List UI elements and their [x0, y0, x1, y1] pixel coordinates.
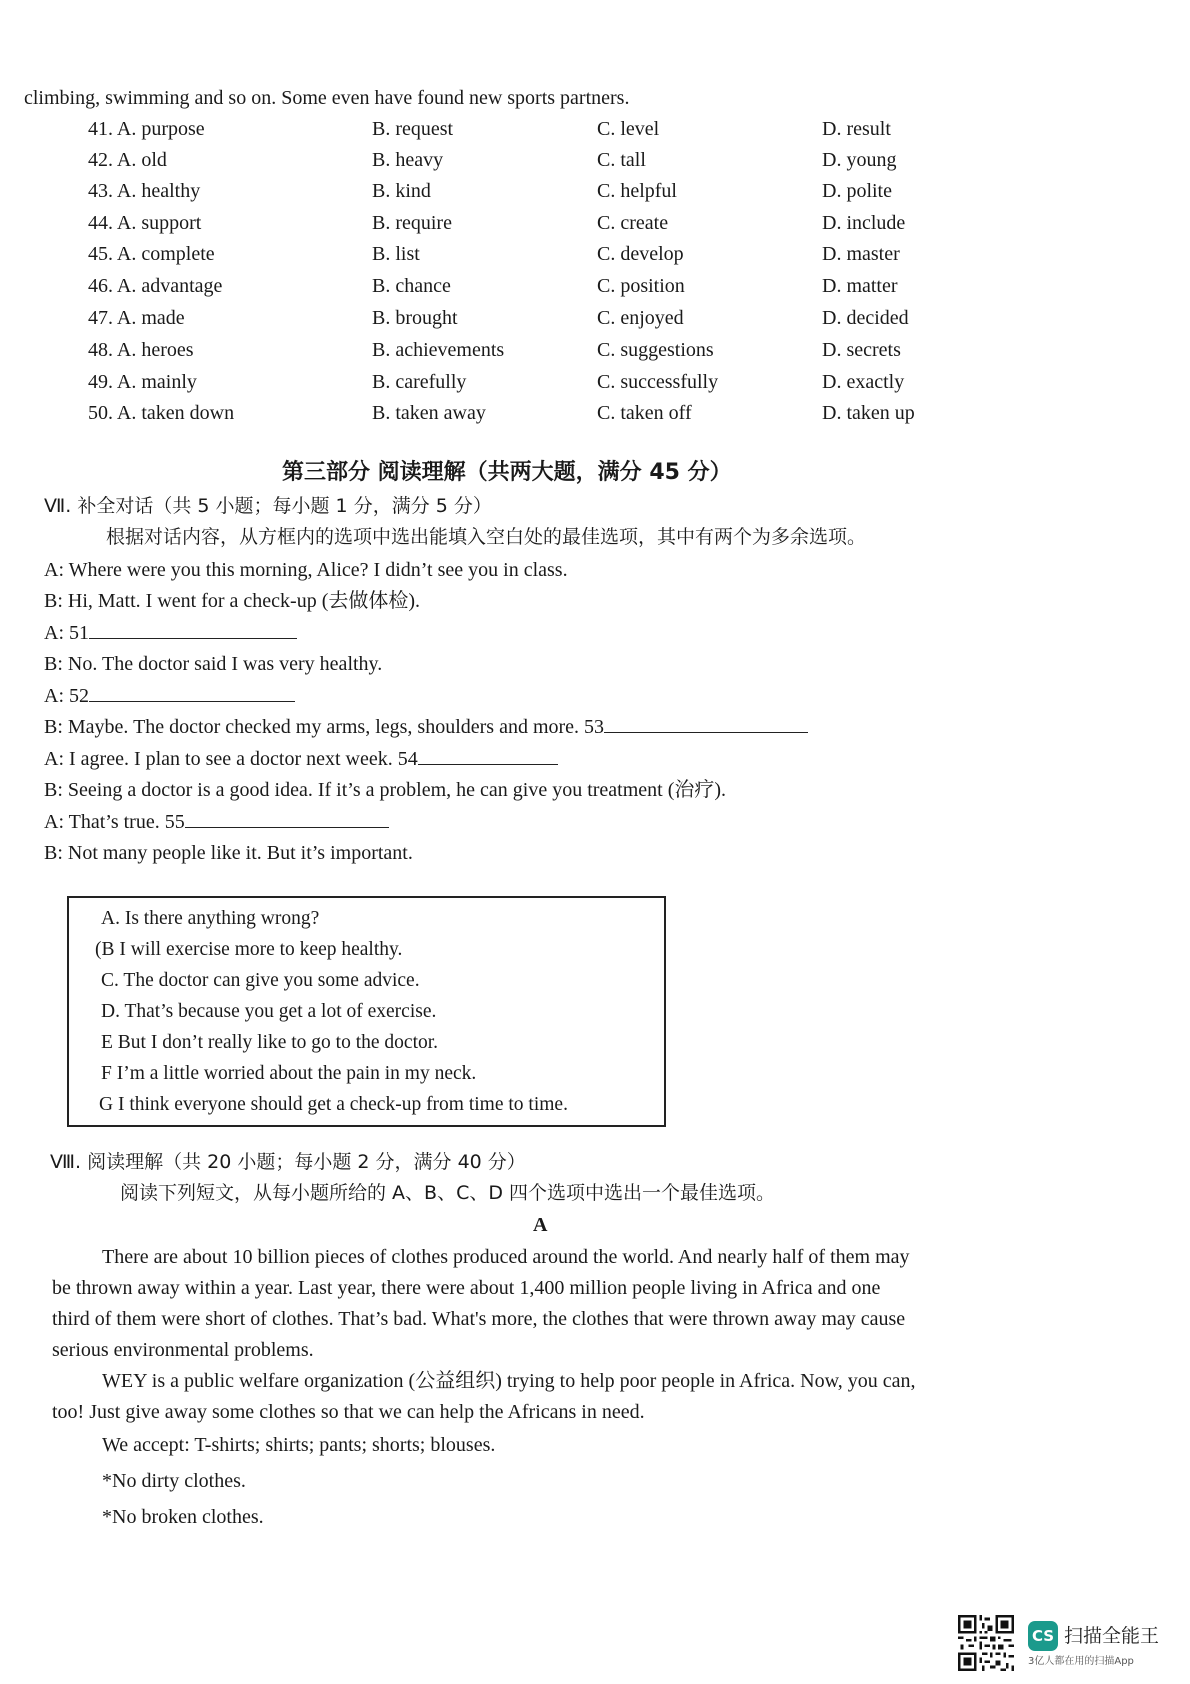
mc-option-d: D. polite: [822, 180, 892, 202]
section8-title: Ⅷ. 阅读理解（共 20 小题；每小题 2 分，满分 40 分）: [50, 1151, 526, 1173]
mc-option-d: D. young: [822, 149, 897, 171]
dialogue-text: A: 51: [44, 622, 89, 644]
mc-option-b: B. kind: [372, 180, 431, 202]
mc-option-a: 50. A. taken down: [88, 402, 235, 424]
mc-option-b: B. brought: [372, 307, 458, 329]
watermark-slogan: 3亿人都在用的扫描App: [1028, 1656, 1134, 1667]
mc-option-c: C. create: [597, 212, 669, 234]
dialogue-line: B: Seeing a doctor is a good idea. If it’s a problem, he can give you treatment (治疗).: [44, 779, 727, 801]
mc-option-a: 43. A. healthy: [88, 180, 201, 202]
answer-blank-55[interactable]: [185, 809, 389, 828]
passage-line: We accept: T-shirts; shirts; pants; shorts; blouses.: [102, 1434, 496, 1456]
options-box: [67, 896, 666, 1127]
mc-option-b: B. taken away: [372, 402, 486, 424]
mc-option-a: 48. A. heroes: [88, 339, 194, 361]
dialogue-line: B: Hi, Matt. I went for a check-up (去做体检).: [44, 590, 421, 612]
mc-option-b: B. heavy: [372, 149, 444, 171]
mc-option-b: B. chance: [372, 275, 451, 297]
watermark-app-name: 扫描全能王: [1064, 1625, 1160, 1647]
mc-option-a: 44. A. support: [88, 212, 202, 234]
mc-option-d: D. exactly: [822, 371, 905, 393]
passage-line: third of them were short of clothes. That’s bad. What's more, the clothes that were thrown away may cause: [52, 1308, 906, 1330]
dialogue-line: [44, 809, 389, 835]
section7-title: Ⅶ. 补全对话（共 5 小题；每小题 1 分，满分 5 分）: [44, 495, 492, 517]
mc-option-c: C. level: [597, 118, 660, 140]
dialogue-line: A: Where were you this morning, Alice? I didn’t see you in class.: [44, 559, 568, 581]
mc-option-b: B. achievements: [372, 339, 505, 361]
passage-line: *No broken clothes.: [102, 1506, 264, 1528]
mc-option-a: 42. A. old: [88, 149, 167, 171]
mc-option-b: B. request: [372, 118, 454, 140]
box-option: A. Is there anything wrong?: [101, 908, 320, 929]
mc-option-d: D. taken up: [822, 402, 915, 424]
passage-label: A: [533, 1214, 548, 1236]
dialogue-line: [44, 746, 558, 772]
passage-line: serious environmental problems.: [52, 1339, 314, 1361]
box-option: D. That’s because you get a lot of exercise.: [101, 1001, 437, 1022]
mc-option-d: D. result: [822, 118, 891, 140]
mc-option-d: D. decided: [822, 307, 909, 329]
mc-option-a: 49. A. mainly: [88, 371, 197, 393]
answer-blank-52[interactable]: [89, 683, 295, 702]
mc-option-d: D. include: [822, 212, 906, 234]
camscanner-logo-icon: CS: [1028, 1621, 1058, 1651]
mc-option-a: 41. A. purpose: [88, 118, 205, 140]
section7-instruction: 根据对话内容，从方框内的选项中选出能填入空白处的最佳选项，其中有两个为多余选项。: [106, 526, 867, 548]
passage-line: too! Just give away some clothes so that we can help the Africans in need.: [52, 1401, 645, 1423]
answer-blank-54[interactable]: [418, 746, 558, 765]
scanner-watermark: [958, 1615, 1178, 1675]
section8-instruction: 阅读下列短文，从每小题所给的 A、B、C、D 四个选项中选出一个最佳选项。: [120, 1182, 776, 1204]
mc-option-c: C. taken off: [597, 402, 692, 424]
passage-line: There are about 10 billion pieces of clothes produced around the world. And nearly half of them may: [102, 1246, 910, 1268]
dialogue-text: B: Maybe. The doctor checked my arms, legs, shoulders and more. 53: [44, 716, 605, 738]
box-option: (B I will exercise more to keep healthy.: [95, 939, 403, 960]
passage-line: *No dirty clothes.: [102, 1470, 246, 1492]
box-option: G I think everyone should get a check-up from time to time.: [99, 1094, 568, 1115]
answer-blank-53[interactable]: [604, 714, 808, 733]
passage-line: WEY is a public welfare organization (公益组织) trying to help poor people in Africa. Now, you can,: [102, 1370, 916, 1392]
dialogue-line: B: No. The doctor said I was very healthy.: [44, 653, 383, 675]
answer-blank-51[interactable]: [89, 620, 297, 639]
dialogue-line: [44, 714, 808, 740]
mc-option-c: C. enjoyed: [597, 307, 684, 329]
dialogue-line: [44, 683, 295, 709]
mc-option-c: C. tall: [597, 149, 646, 171]
mc-option-b: B. require: [372, 212, 452, 234]
mc-option-c: C. suggestions: [597, 339, 714, 361]
mc-option-d: D. secrets: [822, 339, 901, 361]
mc-option-b: B. list: [372, 243, 420, 265]
mc-option-a: 45. A. complete: [88, 243, 215, 265]
mc-option-c: C. successfully: [597, 371, 719, 393]
qr-code-icon: [958, 1615, 1014, 1671]
mc-option-c: C. helpful: [597, 180, 677, 202]
part3-heading: 第三部分 阅读理解（共两大题，满分 45 分）: [282, 460, 732, 485]
dialogue-line: [44, 620, 297, 646]
mc-option-b: B. carefully: [372, 371, 467, 393]
top-text-line: climbing, swimming and so on. Some even have found new sports partners.: [24, 87, 630, 109]
mc-option-a: 46. A. advantage: [88, 275, 223, 297]
mc-option-a: 47. A. made: [88, 307, 185, 329]
box-option: E But I don’t really like to go to the doctor.: [101, 1032, 439, 1053]
mc-option-c: C. develop: [597, 243, 684, 265]
dialogue-text: A: That’s true. 55: [44, 811, 185, 833]
dialogue-text: A: I agree. I plan to see a doctor next week. 54: [44, 748, 418, 770]
mc-option-c: C. position: [597, 275, 685, 297]
dialogue-line: B: Not many people like it. But it’s important.: [44, 842, 413, 864]
passage-line: be thrown away within a year. Last year, there were about 1,400 million people living in Africa and one: [52, 1277, 881, 1299]
box-option: F I’m a little worried about the pain in my neck.: [101, 1063, 477, 1084]
dialogue-text: A: 52: [44, 685, 89, 707]
mc-option-d: D. matter: [822, 275, 898, 297]
box-option: C. The doctor can give you some advice.: [101, 970, 420, 991]
mc-option-d: D. master: [822, 243, 900, 265]
